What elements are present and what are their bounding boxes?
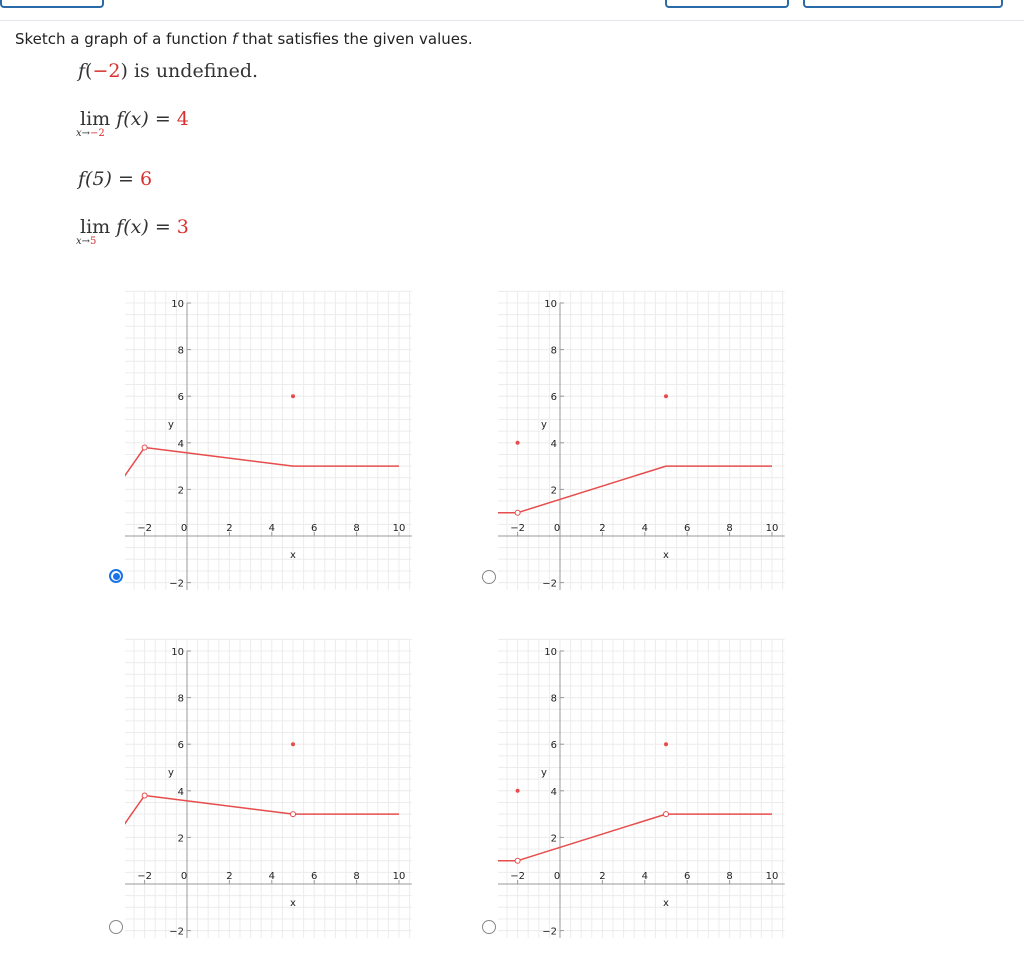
x-tick-label: 0: [553, 871, 561, 882]
nav-button-middle[interactable]: [665, 0, 789, 8]
y-tick-label: 10: [171, 647, 184, 658]
y-tick-label: 4: [177, 438, 184, 450]
graph-option-b[interactable]: [498, 290, 798, 590]
y-tick-label: 10: [544, 647, 557, 658]
question-prompt: [15, 30, 473, 48]
y-tick-label: 2: [177, 485, 184, 497]
y-tick-label: 6: [177, 392, 184, 404]
y-tick-label: −2: [169, 578, 184, 590]
y-axis-label: y: [541, 767, 547, 779]
grid: [498, 639, 785, 938]
grid: [498, 291, 785, 590]
option-c-radio[interactable]: [109, 920, 123, 934]
y-tick-label: 6: [550, 392, 557, 404]
x-axis-label: x: [663, 550, 669, 561]
y-axis-label: y: [168, 767, 174, 779]
open-point: [142, 793, 147, 798]
curve-segment: [125, 795, 145, 825]
x-tick-label: 2: [599, 523, 606, 534]
open-point: [515, 858, 520, 863]
x-tick-label: 8: [726, 871, 733, 882]
filled-point: [516, 789, 520, 793]
x-tick-label: 2: [599, 871, 606, 882]
question-text-after: that satisfies the given values.: [237, 30, 473, 48]
filled-point: [664, 394, 668, 398]
x-tick-label: 8: [353, 871, 360, 882]
x-axis-label: x: [290, 550, 296, 561]
grid: [125, 639, 412, 938]
x-tick-label: −2: [510, 871, 525, 882]
x-tick-label: 2: [226, 871, 233, 882]
x-tick-label: −2: [137, 871, 152, 882]
x-tick-label: 10: [765, 523, 779, 534]
limit-subscript-minus2: x→−2: [76, 128, 105, 139]
x-axis-label: x: [290, 898, 296, 909]
function-name: f: [232, 30, 238, 48]
y-axis-label: y: [541, 419, 547, 431]
y-tick-label: 8: [177, 345, 184, 357]
open-point: [664, 812, 669, 817]
open-point: [291, 812, 296, 817]
condition-limit-5: lim f(x) = 3: [80, 216, 189, 238]
x-tick-label: 10: [392, 523, 406, 534]
open-point: [515, 510, 520, 515]
y-tick-label: −2: [542, 578, 557, 590]
nav-button-right[interactable]: [803, 0, 1003, 8]
filled-point: [516, 441, 520, 445]
x-tick-label: 4: [268, 871, 275, 882]
x-tick-label: 2: [226, 523, 233, 534]
y-tick-label: −2: [542, 926, 557, 938]
grid: [125, 291, 412, 590]
top-bar: [0, 0, 1024, 21]
x-tick-label: 0: [180, 871, 188, 882]
condition-undefined: f(−2) is undefined.: [78, 60, 259, 82]
y-tick-label: 6: [550, 740, 557, 752]
limit-subscript-5: x→5: [76, 236, 97, 247]
x-tick-label: −2: [137, 523, 152, 534]
x-tick-label: 8: [353, 523, 360, 534]
x-tick-label: 4: [641, 871, 648, 882]
condition-f5: f(5) = 6: [78, 168, 153, 190]
x-tick-label: 10: [392, 871, 406, 882]
y-tick-label: 10: [544, 299, 557, 310]
condition-limit-minus2: lim f(x) = 4: [80, 108, 189, 130]
x-tick-label: 8: [726, 523, 733, 534]
x-tick-label: 4: [268, 523, 275, 534]
option-b-radio[interactable]: [482, 570, 496, 584]
x-tick-label: −2: [510, 523, 525, 534]
y-tick-label: 2: [550, 485, 557, 497]
x-tick-label: 0: [180, 523, 188, 534]
graph-option-c[interactable]: [125, 638, 425, 938]
x-tick-label: 6: [311, 523, 318, 534]
y-tick-label: −2: [169, 926, 184, 938]
y-tick-label: 8: [550, 345, 557, 357]
option-d-radio[interactable]: [482, 920, 496, 934]
x-tick-label: 6: [311, 871, 318, 882]
x-tick-label: 6: [684, 523, 691, 534]
graph-option-a[interactable]: [125, 290, 425, 590]
filled-point: [664, 742, 668, 746]
y-tick-label: 4: [550, 438, 557, 450]
open-point: [142, 445, 147, 450]
filled-point: [291, 742, 295, 746]
y-tick-label: 2: [177, 833, 184, 845]
y-tick-label: 10: [171, 299, 184, 310]
x-tick-label: 0: [553, 523, 561, 534]
x-tick-label: 4: [641, 523, 648, 534]
y-tick-label: 4: [177, 786, 184, 798]
x-axis-label: x: [663, 898, 669, 909]
x-tick-label: 6: [684, 871, 691, 882]
y-tick-label: 6: [177, 740, 184, 752]
curve-segment: [125, 447, 145, 477]
option-a-radio[interactable]: [109, 569, 123, 583]
filled-point: [291, 394, 295, 398]
y-tick-label: 4: [550, 786, 557, 798]
y-tick-label: 8: [550, 693, 557, 705]
nav-button-left[interactable]: [0, 0, 104, 8]
graph-option-d[interactable]: [498, 638, 798, 938]
question-text-before: Sketch a graph of a function: [15, 30, 233, 48]
y-axis-label: y: [168, 419, 174, 431]
y-tick-label: 8: [177, 693, 184, 705]
y-tick-label: 2: [550, 833, 557, 845]
x-tick-label: 10: [765, 871, 779, 882]
